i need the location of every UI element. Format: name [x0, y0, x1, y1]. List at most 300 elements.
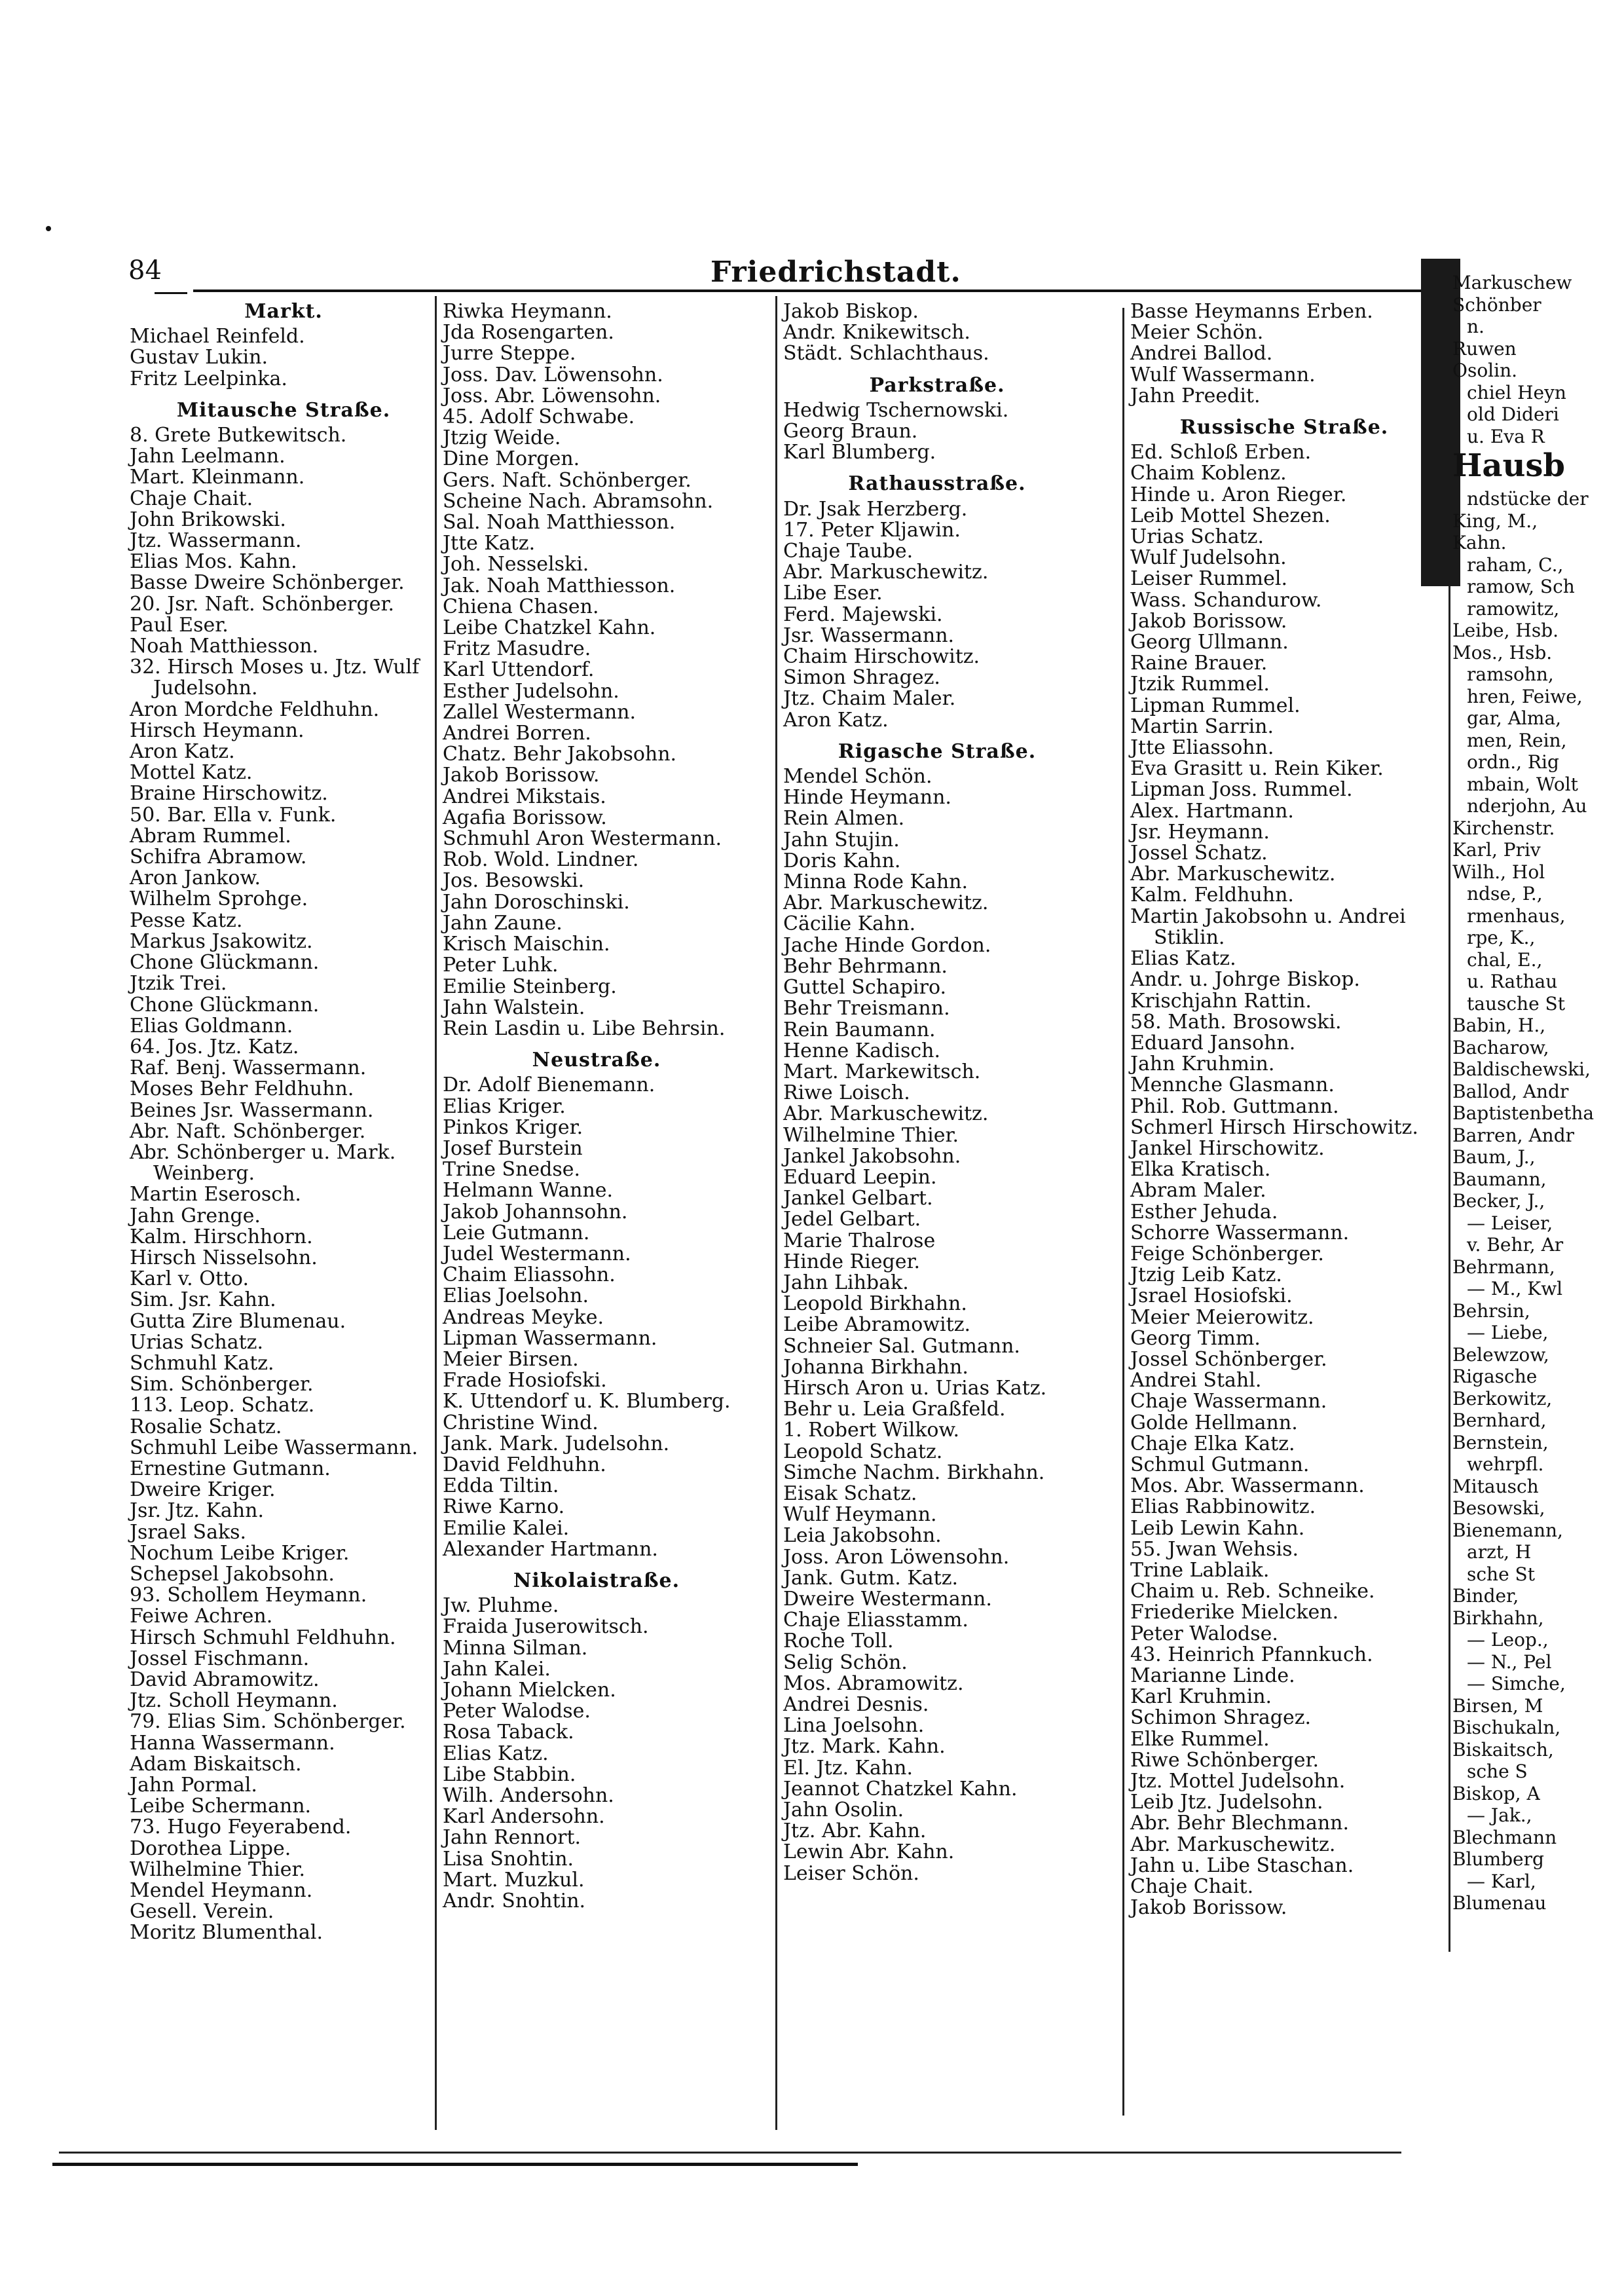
- resident-entry: Jossel Schönberger.: [1130, 1347, 1327, 1371]
- resident-entry: Moritz Blumenthal.: [130, 1921, 323, 1945]
- resident-entry: Dorothea Lippe.: [130, 1837, 291, 1860]
- resident-entry: 93. Schollem Heymann.: [130, 1584, 367, 1607]
- adjacent-page-line: Leibe, Hsb.: [1452, 620, 1559, 641]
- resident-entry: Phil. Rob. Guttmann.: [1130, 1094, 1339, 1118]
- resident-entry: Minna Silman.: [443, 1636, 588, 1660]
- resident-entry: Leibe Schermann.: [130, 1795, 312, 1818]
- adjacent-page-line: Ballod, Andr: [1452, 1080, 1569, 1102]
- resident-entry: Dweire Westermann.: [783, 1587, 992, 1611]
- resident-entry: Georg Timm.: [1130, 1326, 1261, 1350]
- column-3: [783, 301, 1091, 1884]
- adjacent-page-line: Wilh., Hol: [1452, 861, 1545, 883]
- adjacent-page-line: Becker, J.,: [1452, 1190, 1545, 1212]
- adjacent-page-line: n.: [1467, 316, 1485, 337]
- resident-entry: Leibe Chatzkel Kahn.: [443, 616, 656, 640]
- street-heading: Mitausche Straße.: [176, 398, 391, 422]
- adjacent-page-line: Kirchenstr.: [1452, 817, 1555, 839]
- resident-entry: Nochum Leibe Kriger.: [130, 1541, 350, 1565]
- resident-entry: Andrei Desnis.: [783, 1693, 929, 1716]
- resident-entry: Helmann Wanne.: [443, 1179, 614, 1203]
- adjacent-page-line: gar, Alma,: [1467, 707, 1562, 729]
- resident-entry: 79. Elias Sim. Schönberger.: [130, 1710, 406, 1734]
- resident-entry: Gers. Naft. Schönberger.: [443, 468, 692, 492]
- adjacent-page-line: Rigasche: [1452, 1366, 1538, 1387]
- resident-entry: Jakob Borissow.: [443, 764, 600, 787]
- resident-entry: Hinde u. Aron Rieger.: [1130, 483, 1347, 506]
- resident-entry: Elias Rabbinowitz.: [1130, 1495, 1316, 1519]
- resident-entry: Frade Hosiofski.: [443, 1369, 607, 1392]
- resident-entry: Abr. Markuschewitz.: [783, 891, 989, 915]
- adjacent-page-line: rpe, K.,: [1467, 927, 1536, 948]
- resident-entry: Abr. Markuschewitz.: [1130, 863, 1336, 886]
- adjacent-page-line: nderjohn, Au: [1467, 795, 1587, 817]
- resident-entry: Raf. Benj. Wassermann.: [130, 1056, 367, 1080]
- resident-entry: Meier Meierowitz.: [1130, 1305, 1314, 1329]
- resident-entry: Roche Toll.: [783, 1630, 894, 1653]
- resident-entry: 64. Jos. Jtz. Katz.: [130, 1035, 299, 1058]
- adjacent-page-line: ndse, P.,: [1467, 883, 1543, 905]
- adjacent-page-line: arzt, H: [1467, 1541, 1532, 1563]
- resident-entry: Markus Jsakowitz.: [130, 929, 313, 953]
- adjacent-page-line: Binder,: [1452, 1585, 1519, 1607]
- running-head: Friedrichstadt.: [710, 255, 961, 289]
- adjacent-page-line: Karl, Priv: [1452, 839, 1541, 861]
- resident-entry: Emilie Steinberg.: [443, 975, 617, 998]
- resident-entry: Jsrael Saks.: [130, 1520, 247, 1544]
- resident-entry: Jossel Fischmann.: [130, 1647, 310, 1670]
- resident-entry: Johanna Birkhahn.: [783, 1355, 969, 1379]
- resident-entry: Jank. Mark. Judelsohn.: [443, 1432, 670, 1455]
- resident-entry: Wilhelmine Thier.: [783, 1123, 959, 1147]
- resident-entry: Leib Mottel Shezen.: [1130, 504, 1331, 527]
- resident-entry: Sal. Noah Matthiesson.: [443, 511, 676, 534]
- footer-rule: [59, 2152, 1401, 2154]
- resident-entry: Cäcilie Kahn.: [783, 912, 916, 936]
- resident-entry: Libe Eser.: [783, 582, 883, 605]
- resident-entry: Simon Shragez.: [783, 666, 940, 690]
- resident-entry: Eduard Leepin.: [783, 1165, 937, 1189]
- resident-entry: Hirsch Aron u. Urias Katz.: [783, 1376, 1047, 1400]
- adjacent-page-line: Bischukaln,: [1452, 1717, 1561, 1738]
- resident-entry: Johann Mielcken.: [443, 1679, 616, 1702]
- header-rule-left: [155, 292, 187, 294]
- resident-entry: Feige Schönberger.: [1130, 1242, 1324, 1265]
- resident-entry: Jsr. Wassermann.: [783, 624, 955, 647]
- resident-entry: Jtz. Wassermann.: [130, 529, 302, 553]
- adjacent-page-heading: Hausb: [1452, 447, 1565, 484]
- resident-entry: Mendel Heymann.: [130, 1879, 313, 1903]
- resident-entry: Libe Stabbin.: [443, 1763, 576, 1786]
- column-2: [443, 301, 750, 1912]
- resident-entry: Elias Goldmann.: [130, 1014, 293, 1037]
- adjacent-page-line: Bernstein,: [1452, 1431, 1549, 1453]
- resident-entry: Rein Baumann.: [783, 1018, 936, 1041]
- adjacent-page-line: — Leiser,: [1467, 1212, 1553, 1234]
- resident-entry: Rein Almen.: [783, 807, 905, 830]
- resident-entry: Moses Behr Feldhuhn.: [130, 1077, 354, 1101]
- street-heading: Markt.: [244, 300, 323, 323]
- resident-entry: Hirsch Schmuhl Feldhuhn.: [130, 1626, 396, 1649]
- resident-entry: Jeannot Chatzkel Kahn.: [783, 1777, 1018, 1801]
- street-heading: Russische Straße.: [1179, 416, 1389, 439]
- resident-entry: Jache Hinde Gordon.: [783, 933, 991, 957]
- resident-entry: Agafia Borissow.: [443, 806, 607, 829]
- resident-entry: Martin Sarrin.: [1130, 715, 1274, 738]
- resident-entry: 55. Jwan Wehsis.: [1130, 1537, 1299, 1561]
- resident-entry: Friederike Mielcken.: [1130, 1601, 1339, 1624]
- resident-entry: Chaje Chait.: [130, 487, 253, 510]
- resident-entry: Adam Biskaitsch.: [130, 1752, 302, 1776]
- adjacent-page-line: Bernhard,: [1452, 1409, 1547, 1431]
- resident-entry: Esther Judelsohn.: [443, 679, 619, 703]
- resident-entry: Rosalie Schatz.: [130, 1415, 282, 1438]
- resident-entry: Chaim Hirschowitz.: [783, 645, 980, 669]
- resident-entry: Leopold Schatz.: [783, 1440, 943, 1463]
- resident-entry: Mos. Abr. Wassermann.: [1130, 1474, 1365, 1498]
- adjacent-page-line: Mitausch: [1452, 1475, 1539, 1497]
- resident-entry: Fraida Juserowitsch.: [443, 1615, 649, 1639]
- resident-entry: Jakob Johannsohn.: [443, 1200, 628, 1223]
- resident-entry: Rosa Taback.: [443, 1721, 574, 1744]
- resident-entry: Chaim Eliassohn.: [443, 1263, 616, 1287]
- resident-entry: 58. Math. Brosowski.: [1130, 1010, 1342, 1034]
- adjacent-page-line: Blechmann: [1452, 1826, 1557, 1848]
- resident-entry: Jahn Doroschinski.: [443, 890, 630, 914]
- page-number: 84: [128, 255, 162, 286]
- resident-entry: Jda Rosengarten.: [443, 321, 614, 345]
- resident-entry: Chaje Wassermann.: [1130, 1390, 1327, 1413]
- adjacent-page-line: Osolin.: [1452, 360, 1518, 381]
- resident-entry: Jw. Pluhme.: [443, 1594, 559, 1618]
- resident-entry: Jahn Leelmann.: [130, 445, 286, 468]
- adjacent-page-line: Berkowitz,: [1452, 1387, 1553, 1409]
- resident-entry: Henne Kadisch.: [783, 1039, 940, 1062]
- resident-entry: Leiser Rummel.: [1130, 567, 1287, 591]
- resident-entry: Lisa Snohtin.: [443, 1847, 574, 1871]
- resident-entry: Wulf Judelsohn.: [1130, 546, 1287, 570]
- resident-entry: Schmul Gutmann.: [1130, 1453, 1310, 1476]
- resident-entry: Wass. Schandurow.: [1130, 588, 1322, 612]
- resident-entry: Jtzik Rummel.: [1130, 673, 1270, 696]
- adjacent-page-line: ramsohn,: [1467, 663, 1554, 685]
- resident-entry: Rob. Wold. Lindner.: [443, 848, 639, 872]
- resident-entry: Elias Kriger.: [443, 1094, 566, 1118]
- resident-entry: Jahn Zaune.: [443, 911, 563, 935]
- adjacent-page-line: Mos., Hsb.: [1452, 641, 1553, 663]
- resident-entry: Behr Behrmann.: [783, 954, 948, 978]
- resident-entry: Jtz. Mark. Kahn.: [783, 1735, 946, 1759]
- resident-entry: Andr. u. Johrge Biskop.: [1130, 968, 1360, 992]
- resident-entry: Abr. Schönberger u. Mark.: [130, 1140, 396, 1164]
- resident-entry: Hinde Rieger.: [783, 1250, 921, 1273]
- resident-entry: 45. Adolf Schwabe.: [443, 405, 635, 429]
- adjacent-page-line: — Simche,: [1467, 1673, 1566, 1694]
- resident-entry: Urias Schatz.: [1130, 525, 1264, 549]
- resident-entry: Hirsch Heymann.: [130, 718, 304, 742]
- resident-entry: Leib Lewin Kahn.: [1130, 1516, 1305, 1540]
- resident-entry: Rein Lasdin u. Libe Behrsin.: [443, 1017, 726, 1040]
- resident-entry: Zallel Westermann.: [443, 700, 637, 724]
- resident-entry: Andrei Borren.: [443, 722, 591, 745]
- resident-entry: Jakob Biskop.: [783, 300, 919, 323]
- resident-entry: Jtzig Weide.: [443, 426, 561, 450]
- resident-entry: Dweire Kriger.: [130, 1478, 276, 1502]
- adjacent-page-line: — Liebe,: [1467, 1322, 1549, 1343]
- resident-entry: Joss. Abr. Löwensohn.: [443, 384, 661, 407]
- adjacent-page-line: v. Behr, Ar: [1467, 1234, 1564, 1256]
- resident-entry: Mottel Katz.: [130, 761, 253, 785]
- resident-entry: Peter Luhk.: [443, 954, 559, 977]
- resident-entry: Mos. Abramowitz.: [783, 1671, 964, 1695]
- column-divider-3: [1122, 308, 1124, 2116]
- resident-entry: Jankel Hirschowitz.: [1130, 1136, 1325, 1160]
- resident-entry: Trine Lablaik.: [1130, 1558, 1270, 1582]
- street-heading: Neustraße.: [532, 1049, 661, 1072]
- resident-entry: Chaje Chait.: [1130, 1875, 1254, 1899]
- resident-entry: Ed. Schloß Erben.: [1130, 441, 1312, 464]
- resident-entry: 17. Peter Kljawin.: [783, 518, 961, 542]
- adjacent-page-line: Baum, J.,: [1452, 1146, 1536, 1168]
- resident-entry: Trine Snedse.: [443, 1158, 581, 1182]
- resident-entry: Jtte Eliassohn.: [1130, 736, 1274, 760]
- adjacent-page-line: raham, C.,: [1467, 553, 1564, 576]
- resident-entry: Riwe Schönberger.: [1130, 1748, 1320, 1772]
- adjacent-page-line: Markuschew: [1452, 272, 1572, 293]
- resident-entry: Wilh. Andersohn.: [443, 1784, 614, 1808]
- resident-entry: Sim. Schönberger.: [130, 1373, 314, 1396]
- resident-entry: Jurre Steppe.: [443, 342, 576, 365]
- resident-entry: Jsrael Hosiofski.: [1130, 1284, 1293, 1308]
- adjacent-page-line: ramowitz,: [1467, 597, 1560, 620]
- resident-entry: Wilhelmine Thier.: [130, 1857, 306, 1881]
- resident-entry: Noah Matthiesson.: [130, 635, 319, 658]
- resident-entry: 113. Leop. Schatz.: [130, 1394, 315, 1417]
- resident-entry: 20. Jsr. Naft. Schönberger.: [130, 592, 395, 616]
- resident-entry: Elias Katz.: [443, 1742, 549, 1765]
- resident-entry: Leibe Abramowitz.: [783, 1313, 971, 1337]
- resident-entry: K. Uttendorf u. K. Blumberg.: [443, 1390, 731, 1413]
- resident-entry: Schmuhl Katz.: [130, 1351, 274, 1375]
- resident-entry: Riwe Loisch.: [783, 1081, 910, 1105]
- adjacent-page-line: ramow, Sch: [1467, 576, 1575, 597]
- adjacent-page-line: Birsen, M: [1452, 1694, 1543, 1717]
- resident-entry: Josef Burstein: [443, 1136, 583, 1160]
- adjacent-page-line: Blumberg: [1452, 1848, 1544, 1870]
- resident-entry: Aron Katz.: [783, 708, 889, 732]
- resident-entry: Jakob Borissow.: [1130, 609, 1287, 633]
- resident-entry: Elias Mos. Kahn.: [130, 550, 297, 574]
- resident-entry: Gesell. Verein.: [130, 1900, 274, 1924]
- footer-rule-heavy: [52, 2163, 858, 2166]
- resident-entry: Jtz. Scholl Heymann.: [130, 1689, 338, 1713]
- resident-entry: Chatz. Behr Jakobsohn.: [443, 743, 677, 766]
- resident-entry: Stiklin.: [1154, 925, 1225, 949]
- column-1: [130, 301, 437, 1944]
- resident-entry: Jank. Gutm. Katz.: [783, 1566, 959, 1590]
- resident-entry: Alexander Hartmann.: [443, 1537, 658, 1561]
- adjacent-page-line: Behrsin,: [1452, 1299, 1530, 1322]
- adjacent-page-fragment: [1421, 259, 1624, 1949]
- resident-entry: Martin Eserosch.: [130, 1183, 301, 1206]
- resident-entry: Abr. Markuschewitz.: [783, 561, 989, 584]
- resident-entry: Jahn Pormal.: [130, 1774, 257, 1797]
- resident-entry: 1. Robert Wilkow.: [783, 1419, 960, 1442]
- street-heading: Rigasche Straße.: [838, 739, 1037, 763]
- resident-entry: Jahn Stujin.: [783, 828, 900, 851]
- resident-entry: Jsr. Jtz. Kahn.: [130, 1499, 264, 1523]
- resident-entry: Joh. Nesselski.: [443, 553, 589, 576]
- resident-entry: Emilie Kalei.: [443, 1516, 570, 1540]
- resident-entry: Andrei Mikstais.: [443, 785, 606, 808]
- resident-entry: Sim. Jsr. Kahn.: [130, 1288, 276, 1312]
- resident-entry: Jtte Katz.: [443, 532, 536, 555]
- adjacent-page-line: Schönber: [1452, 293, 1541, 316]
- resident-entry: Schifra Abramow.: [130, 846, 307, 869]
- resident-entry: Ernestine Gutmann.: [130, 1457, 331, 1480]
- adjacent-page-line: sche S: [1467, 1761, 1528, 1782]
- resident-entry: Eduard Jansohn.: [1130, 1031, 1296, 1054]
- resident-entry: Wulf Heymann.: [783, 1503, 937, 1527]
- resident-entry: Wulf Wassermann.: [1130, 363, 1316, 386]
- resident-entry: Karl Andersohn.: [443, 1805, 605, 1829]
- street-heading: Parkstraße.: [869, 373, 1005, 397]
- resident-entry: Fritz Leelpinka.: [130, 367, 287, 390]
- resident-entry: Golde Hellmann.: [1130, 1411, 1298, 1434]
- resident-entry: Weinberg.: [153, 1162, 255, 1185]
- resident-entry: David Feldhuhn.: [443, 1453, 606, 1476]
- resident-entry: 50. Bar. Ella v. Funk.: [130, 803, 337, 827]
- adjacent-page-line: — Leop.,: [1467, 1629, 1549, 1651]
- resident-entry: Andr. Snohtin.: [443, 1890, 586, 1913]
- resident-entry: Krisch Maischin.: [443, 933, 610, 956]
- adjacent-page-line: rmenhaus,: [1467, 905, 1566, 927]
- resident-entry: 43. Heinrich Pfannkuch.: [1130, 1643, 1373, 1666]
- resident-entry: Chiena Chasen.: [443, 595, 599, 618]
- street-heading: Rathausstraße.: [848, 472, 1026, 496]
- resident-entry: Abram Maler.: [1130, 1179, 1266, 1203]
- resident-entry: El. Jtz. Kahn.: [783, 1756, 913, 1780]
- adjacent-page-line: Ruwen: [1452, 337, 1517, 360]
- resident-entry: Schneier Sal. Gutmann.: [783, 1334, 1020, 1358]
- resident-entry: Jos. Besowski.: [443, 869, 585, 893]
- resident-entry: Gutta Zire Blumenau.: [130, 1309, 346, 1333]
- resident-entry: Eva Grasitt u. Rein Kiker.: [1130, 757, 1384, 781]
- resident-entry: Peter Walodse.: [443, 1700, 591, 1723]
- resident-entry: Chaje Eliasstamm.: [783, 1609, 969, 1632]
- resident-entry: Hedwig Tschernowski.: [783, 398, 1009, 422]
- resident-entry: Leib Jtz. Judelsohn.: [1130, 1791, 1323, 1814]
- adjacent-page-line: Baptistenbetha: [1452, 1102, 1595, 1124]
- resident-entry: Jankel Jakobsohn.: [783, 1144, 961, 1168]
- adjacent-page-line: u. Rathau: [1467, 971, 1558, 992]
- resident-entry: Meier Schön.: [1130, 321, 1264, 345]
- resident-entry: Jahn Osolin.: [783, 1799, 904, 1822]
- resident-entry: Jtzig Leib Katz.: [1130, 1263, 1282, 1287]
- resident-entry: Schmuhl Aron Westermann.: [443, 827, 722, 851]
- resident-entry: Jtzik Trei.: [130, 972, 227, 996]
- resident-entry: Basse Dweire Schönberger.: [130, 571, 405, 595]
- resident-entry: Peter Walodse.: [1130, 1622, 1278, 1645]
- resident-entry: Leie Gutmann.: [443, 1221, 590, 1244]
- resident-entry: Chaim Koblenz.: [1130, 462, 1287, 485]
- resident-entry: Marie Thalrose: [783, 1229, 936, 1252]
- resident-entry: Lina Joelsohn.: [783, 1714, 925, 1738]
- adjacent-page-line: wehrpfl.: [1467, 1453, 1544, 1475]
- resident-entry: David Abramowitz.: [130, 1668, 320, 1691]
- resident-entry: Andr. Knikewitsch.: [783, 321, 970, 345]
- resident-entry: Krischjahn Rattin.: [1130, 989, 1312, 1013]
- adjacent-page-line: Kahn.: [1452, 532, 1507, 553]
- resident-entry: Hirsch Nisselsohn.: [130, 1246, 318, 1269]
- resident-entry: Lipman Joss. Rummel.: [1130, 778, 1353, 802]
- resident-entry: Andreas Meyke.: [443, 1305, 604, 1329]
- resident-entry: 32. Hirsch Moses u. Jtz. Wulf: [130, 656, 420, 679]
- resident-entry: Elias Joelsohn.: [443, 1284, 589, 1308]
- column-divider-2: [775, 296, 777, 2130]
- resident-entry: Chaje Taube.: [783, 540, 913, 563]
- resident-entry: Guttel Schapiro.: [783, 976, 947, 999]
- resident-entry: Karl Blumberg.: [783, 441, 936, 464]
- adjacent-page-line: — Jak.,: [1467, 1804, 1532, 1826]
- adjacent-page-line: old Dideri: [1467, 403, 1559, 425]
- resident-entry: Riwe Karno.: [443, 1495, 565, 1519]
- resident-entry: Lipman Wassermann.: [443, 1326, 657, 1350]
- adjacent-page-line: chiel Heyn: [1467, 381, 1566, 403]
- adjacent-page-line: men, Rein,: [1467, 729, 1567, 751]
- resident-entry: Chone Glückmann.: [130, 951, 320, 975]
- resident-entry: Elke Rummel.: [1130, 1727, 1270, 1751]
- resident-entry: John Brikowski.: [130, 508, 286, 531]
- adjacent-page-line: Barren, Andr: [1452, 1124, 1575, 1146]
- resident-entry: Jsr. Heymann.: [1130, 820, 1270, 844]
- resident-entry: Mart. Markewitsch.: [783, 1060, 981, 1083]
- adjacent-page-line: Baumann,: [1452, 1168, 1547, 1190]
- resident-entry: Mart. Muzkul.: [443, 1868, 585, 1892]
- resident-entry: Abr. Behr Blechmann.: [1130, 1812, 1350, 1835]
- resident-entry: Behr u. Leia Graßfeld.: [783, 1398, 1006, 1421]
- resident-entry: Mennche Glasmann.: [1130, 1073, 1335, 1097]
- adjacent-page-line: Biskaitsch,: [1452, 1738, 1554, 1761]
- column-divider-1: [435, 296, 437, 2130]
- resident-entry: Aron Katz.: [130, 740, 235, 764]
- adjacent-page-line: ndstücke der: [1467, 488, 1589, 510]
- adjacent-page-line: chal, E.,: [1467, 948, 1543, 971]
- resident-entry: Dine Morgen.: [443, 447, 580, 471]
- resident-entry: Georg Ullmann.: [1130, 631, 1289, 654]
- adjacent-page-line: Blumenau: [1452, 1892, 1547, 1914]
- resident-entry: Jahn Kalei.: [443, 1657, 551, 1681]
- resident-entry: Schmuhl Leibe Wassermann.: [130, 1436, 418, 1459]
- resident-entry: Minna Rode Kahn.: [783, 870, 968, 894]
- resident-entry: Esther Jehuda.: [1130, 1200, 1278, 1223]
- adjacent-page-line: tausche St: [1467, 992, 1565, 1015]
- resident-entry: Lewin Abr. Kahn.: [783, 1840, 955, 1864]
- resident-entry: Pinkos Kriger.: [443, 1115, 583, 1139]
- resident-entry: Aron Mordche Feldhuhn.: [130, 698, 380, 721]
- resident-entry: Mart. Kleinmann.: [130, 466, 305, 489]
- resident-entry: Abr. Naft. Schönberger.: [130, 1119, 366, 1143]
- resident-entry: Raine Brauer.: [1130, 652, 1268, 675]
- resident-entry: 8. Grete Butkewitsch.: [130, 424, 347, 447]
- resident-entry: Leia Jakobsohn.: [783, 1524, 942, 1548]
- resident-entry: Behr Treismann.: [783, 997, 950, 1020]
- adjacent-page-line: King, M.,: [1452, 510, 1538, 532]
- resident-entry: Leopold Birkhahn.: [783, 1292, 967, 1316]
- street-heading: Nikolaistraße.: [513, 1569, 680, 1592]
- resident-entry: Joss. Dav. Löwensohn.: [443, 363, 663, 386]
- resident-entry: Alex. Hartmann.: [1130, 799, 1294, 823]
- resident-entry: Basse Heymanns Erben.: [1130, 300, 1373, 323]
